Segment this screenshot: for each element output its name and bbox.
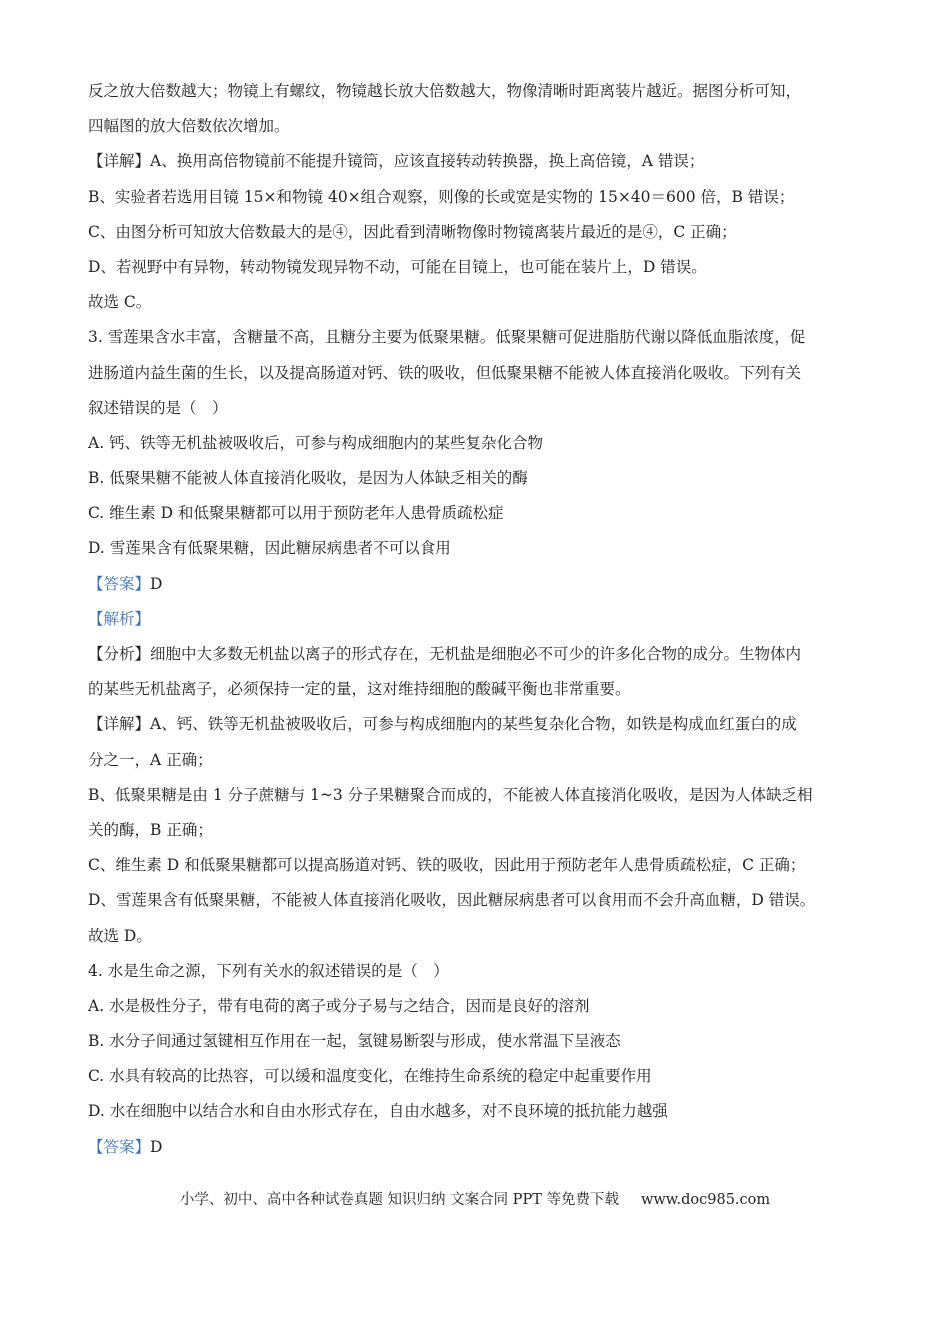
text-line: B、实验者若选用目镜 15×和物镜 40×组合观察，则像的长或宽是实物的 15×40＝600 倍，B 错误；: [88, 187, 795, 206]
text-line: 故选 D。: [88, 926, 152, 945]
text-line: 关的酶，B 正确；: [88, 820, 213, 839]
analysis-heading: 【解析】: [88, 609, 151, 628]
question-4-option-d: D. 水在细胞中以结合水和自由水形式存在，自由水越多，对不良环境的抵抗能力越强: [88, 1102, 668, 1121]
question-4-stem: 4. 水是生命之源，下列有关水的叙述错误的是（ ）: [88, 961, 449, 980]
question-3-option-c: C. 维生素 D 和低聚果糖都可以用于预防老年人患骨质疏松症: [88, 504, 504, 523]
text-line: 分之一，A 正确；: [88, 750, 213, 769]
question-3-stem: 进肠道内益生菌的生长，以及提高肠道对钙、铁的吸收，但低聚果糖不能被人体直接消化吸收。下列有关: [88, 363, 802, 382]
question-4-option-a: A. 水是极性分子，带有电荷的离子或分子易与之结合，因而是良好的溶剂: [88, 996, 590, 1015]
footer-text: 小学、初中、高中各种试卷真题 知识归纳 文案合同 PPT 等免费下载: [179, 1192, 619, 1208]
text-line: 四幅图的放大倍数依次增加。: [88, 117, 290, 136]
answer-line: 【答案】D: [88, 574, 163, 593]
document-body: [88, 74, 873, 1165]
text-line: 【详解】A、钙、铁等无机盐被吸收后，可参与构成细胞内的某些复杂化合物，如铁是构成血红蛋白的成: [88, 715, 797, 734]
page-footer: [0, 1188, 950, 1209]
footer-site-link[interactable]: www.doc985.com: [640, 1192, 771, 1208]
question-3-stem: 叙述错误的是（ ）: [88, 398, 228, 417]
text-line: 【分析】细胞中大多数无机盐以离子的形式存在，无机盐是细胞必不可少的许多化合物的成分。生物体内: [88, 645, 802, 663]
answer-line: 【答案】D: [88, 1137, 163, 1156]
text-line: C、由图分析可知放大倍数最大的是④，因此看到清晰物像时物镜离装片最近的是④，C 正确；: [88, 222, 737, 241]
text-line: B、低聚果糖是由 1 分子蔗糖与 1~3 分子果糖聚合而成的，不能被人体直接消化吸收，是因为人体缺乏相: [88, 785, 813, 804]
text-line: D、若视野中有异物，转动物镜发现异物不动，可能在目镜上，也可能在装片上，D 错误。: [88, 257, 707, 276]
question-4-option-b: B. 水分子间通过氢键相互作用在一起，氢键易断裂与形成，使水常温下呈液态: [88, 1032, 621, 1051]
text-line: C、维生素 D 和低聚果糖都可以提高肠道对钙、铁的吸收，因此用于预防老年人患骨质疏松症，C 正确；: [88, 856, 806, 875]
text-line: 反之放大倍数越大；物镜上有螺纹，物镜越长放大倍数越大，物像清晰时距离装片越近。据图分析可知，: [88, 82, 802, 100]
text-line: 的某些无机盐离子，必须保持一定的量，这对维持细胞的酸碱平衡也非常重要。: [88, 680, 631, 699]
question-3-option-d: D. 雪莲果含有低聚果糖，因此糖尿病患者不可以食用: [88, 539, 451, 558]
question-3-stem: 3. 雪莲果含水丰富，含糖量不高，且糖分主要为低聚果糖。低聚果糖可促进脂肪代谢以降低血脂浓度，促: [88, 328, 806, 347]
question-3-option-a: A. 钙、铁等无机盐被吸收后，可参与构成细胞内的某些复杂化合物: [88, 433, 544, 452]
text-line: 故选 C。: [88, 293, 152, 312]
question-4-option-c: C. 水具有较高的比热容，可以缓和温度变化，在维持生命系统的稳定中起重要作用: [88, 1067, 652, 1086]
text-line: D、雪莲果含有低聚果糖，不能被人体直接消化吸收，因此糖尿病患者可以食用而不会升高血糖，D 错误。: [88, 891, 816, 910]
text-line: 【详解】A、换用高倍物镜前不能提升镜筒，应该直接转动转换器，换上高倍镜，A 错误；: [88, 152, 705, 171]
question-3-option-b: B. 低聚果糖不能被人体直接消化吸收，是因为人体缺乏相关的酶: [88, 469, 528, 488]
